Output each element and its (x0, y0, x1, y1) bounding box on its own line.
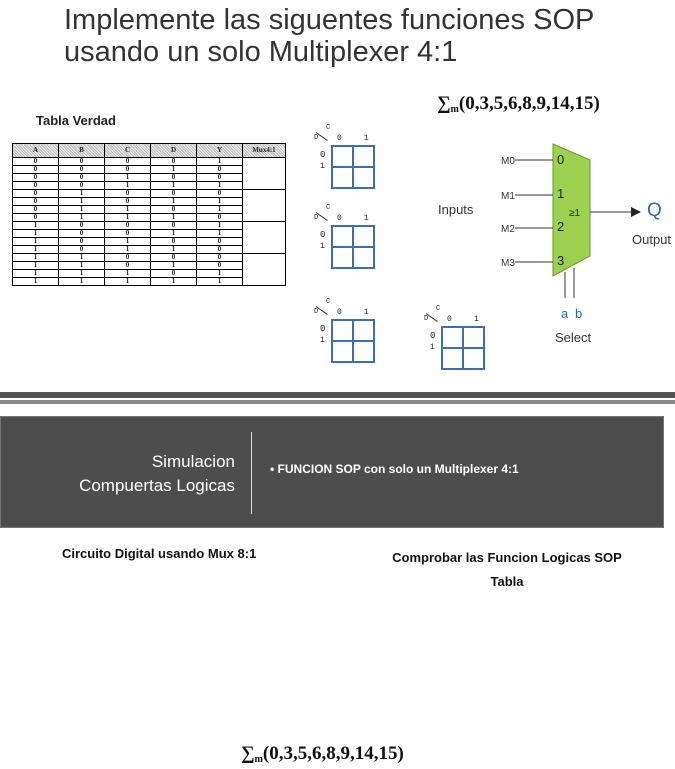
table-cell: 1 (105, 238, 151, 246)
kmap-col-1: 1 (364, 134, 369, 143)
select-b-label: b (575, 306, 583, 321)
table-cell: 0 (59, 182, 105, 190)
mux-select-label: Select (555, 330, 592, 345)
kmap-var-d: D (314, 214, 319, 222)
header-a: A (13, 144, 59, 158)
table-cell: 0 (13, 174, 59, 182)
table-cell: 1 (59, 254, 105, 262)
kmap-col-0: 0 (337, 214, 342, 223)
mux-cell (243, 158, 286, 190)
table-cell: 1 (197, 230, 243, 238)
table-cell: 1 (13, 246, 59, 254)
table-cell: 0 (197, 246, 243, 254)
truth-table-body (13, 158, 286, 286)
table-cell: 1 (151, 198, 197, 206)
multiplexer-diagram (495, 138, 670, 298)
kmap-row-1: 1 (320, 242, 325, 251)
table-cell: 0 (151, 222, 197, 230)
table-cell: 0 (13, 182, 59, 190)
table-cell: 0 (105, 230, 151, 238)
mux-inputs-label: Inputs (438, 202, 474, 217)
table-cell: 1 (59, 190, 105, 198)
select-a-label: a (561, 306, 569, 321)
mux-input-m2: M2 (501, 224, 515, 235)
table-cell: 0 (105, 222, 151, 230)
truth-table-label: Tabla Verdad (36, 113, 116, 128)
table-cell: 1 (151, 182, 197, 190)
mux-output-label: Output (632, 232, 672, 247)
table-cell: 1 (13, 270, 59, 278)
table-cell: 0 (197, 174, 243, 182)
table-row (13, 158, 286, 166)
header-b: B (59, 144, 105, 158)
table-cell: 1 (197, 270, 243, 278)
mux-cell (243, 254, 286, 286)
title-line-2: usando un solo Multiplexer 4:1 (64, 36, 458, 68)
table-cell: 1 (197, 182, 243, 190)
table-cell: 0 (59, 246, 105, 254)
table-cell: 0 (59, 158, 105, 166)
header-d: D (151, 144, 197, 158)
table-cell: 0 (59, 230, 105, 238)
kmap-col-0: 0 (337, 308, 342, 317)
table-cell: 1 (151, 214, 197, 222)
table-cell: 0 (151, 190, 197, 198)
kmap-var-c: C (326, 204, 331, 212)
table-cell: 1 (105, 270, 151, 278)
table-cell: 1 (13, 222, 59, 230)
table-cell: 0 (151, 238, 197, 246)
table-cell: 1 (105, 206, 151, 214)
section-header-separator (251, 432, 252, 514)
table-row (13, 254, 286, 262)
kmap-grid (441, 326, 485, 370)
mux-input-m1: M1 (501, 191, 515, 202)
table-cell: 1 (197, 206, 243, 214)
table-cell: 0 (105, 190, 151, 198)
table-cell: 0 (197, 166, 243, 174)
table-cell: 0 (105, 158, 151, 166)
kmap-var-c: C (326, 124, 331, 132)
table-cell: 1 (197, 278, 243, 286)
table-cell: 1 (105, 182, 151, 190)
kmap-row-1: 1 (320, 336, 325, 345)
output-arrow-icon (631, 207, 641, 217)
kmap-row-0: 0 (320, 150, 326, 160)
kmap-var-d: D (314, 134, 319, 142)
table-cell: 0 (13, 190, 59, 198)
table-cell: 0 (13, 198, 59, 206)
mux-output-q: Q (647, 200, 662, 221)
mux-input-m0: M0 (501, 156, 515, 167)
header-mux: Mux4:1 (243, 144, 286, 158)
slide-divider-light (0, 400, 675, 404)
table-cell: 1 (59, 262, 105, 270)
truth-table (12, 143, 286, 286)
kmap-row-1: 1 (320, 162, 325, 171)
sigma-symbol: ∑ (241, 743, 255, 764)
table-cell: 1 (13, 230, 59, 238)
kmap-row-0: 0 (430, 331, 436, 341)
kmap-3 (314, 298, 394, 360)
table-cell: 1 (13, 238, 59, 246)
table-cell: 0 (151, 254, 197, 262)
table-cell: 1 (197, 158, 243, 166)
table-row (13, 222, 286, 230)
check-label-line-2: Tabla (490, 574, 524, 589)
truth-table-header (13, 144, 286, 158)
table-cell: 0 (197, 254, 243, 262)
table-cell: 1 (151, 262, 197, 270)
kmap-col-1: 1 (474, 315, 479, 324)
kmap-row-0: 0 (320, 324, 326, 334)
table-cell: 0 (197, 262, 243, 270)
mux-cell (243, 222, 286, 254)
table-cell: 0 (13, 166, 59, 174)
sigma-symbol: ∑ (437, 93, 451, 114)
table-cell: 0 (197, 190, 243, 198)
kmap-var-c: C (326, 298, 331, 306)
table-cell: 0 (105, 166, 151, 174)
table-cell: 0 (13, 206, 59, 214)
table-cell: 1 (59, 206, 105, 214)
table-cell: 0 (13, 214, 59, 222)
table-cell: 1 (197, 222, 243, 230)
table-cell: 1 (151, 230, 197, 238)
mux-ge1: ≥1 (569, 208, 581, 219)
table-cell: 0 (59, 222, 105, 230)
table-cell: 1 (105, 174, 151, 182)
table-cell: 0 (105, 198, 151, 206)
kmap-col-0: 0 (337, 134, 342, 143)
mux-num-3: 3 (557, 253, 565, 268)
minterm-list: (0,3,5,6,8,9,14,15) (262, 743, 404, 764)
check-label-line-1: Comprobar las Funcion Logicas SOP (392, 550, 622, 565)
table-cell: 1 (151, 246, 197, 254)
kmap-grid (331, 225, 375, 269)
bullet-icon: • (270, 462, 278, 476)
sop-formula (437, 93, 600, 115)
header-y: Y (197, 144, 243, 158)
table-cell: 0 (151, 270, 197, 278)
mux-cell (243, 190, 286, 222)
section-title-line-1: Simulacion (151, 452, 235, 471)
table-cell: 0 (197, 238, 243, 246)
slide-divider-dark (0, 392, 675, 398)
section-title-line-2: Compuertas Logicas (79, 476, 235, 495)
table-cell: 1 (151, 278, 197, 286)
title-line-1: Implemente las siguentes funciones SOP (64, 4, 595, 36)
minterm-subscript: m (254, 754, 263, 765)
header-c: C (105, 144, 151, 158)
sop-formula-bottom (241, 743, 404, 765)
kmap-var-c: C (436, 305, 441, 313)
section-bullet (270, 462, 519, 476)
slide-title (64, 4, 664, 68)
table-cell: 1 (59, 270, 105, 278)
minterm-list: (0,3,5,6,8,9,14,15) (458, 93, 600, 114)
table-cell: 1 (105, 246, 151, 254)
kmap-4 (424, 305, 504, 367)
minterm-subscript: m (450, 104, 459, 115)
table-cell: 0 (105, 254, 151, 262)
table-cell: 1 (13, 254, 59, 262)
kmap-col-1: 1 (364, 214, 369, 223)
table-row (13, 190, 286, 198)
table-cell: 1 (13, 262, 59, 270)
table-cell: 1 (13, 278, 59, 286)
kmap-grid (331, 145, 375, 189)
kmap-var-d: D (314, 308, 319, 316)
table-cell: 0 (197, 214, 243, 222)
table-cell: 0 (151, 174, 197, 182)
check-label (366, 546, 648, 594)
mux-input-m3: M3 (501, 258, 515, 269)
kmap-col-1: 1 (364, 308, 369, 317)
table-cell: 0 (105, 262, 151, 270)
table-cell: 0 (59, 174, 105, 182)
bullet-text: FUNCION SOP con solo un Multiplexer 4:1 (277, 462, 519, 476)
kmap-col-0: 0 (447, 315, 452, 324)
table-cell: 0 (151, 206, 197, 214)
circuit-label: Circuito Digital usando Mux 8:1 (62, 546, 257, 561)
mux-num-1: 1 (557, 186, 565, 201)
table-cell: 1 (59, 198, 105, 206)
mux-num-0: 0 (557, 152, 565, 167)
table-cell: 1 (151, 166, 197, 174)
table-cell: 1 (59, 278, 105, 286)
table-cell: 1 (105, 278, 151, 286)
kmap-1 (314, 124, 394, 186)
kmap-row-1: 1 (430, 343, 435, 352)
table-cell: 0 (59, 238, 105, 246)
section-header-title (20, 450, 235, 498)
table-cell: 1 (105, 214, 151, 222)
table-cell: 1 (197, 198, 243, 206)
table-cell: 0 (13, 158, 59, 166)
mux-num-2: 2 (557, 219, 565, 234)
kmap-grid (331, 319, 375, 363)
table-cell: 0 (151, 158, 197, 166)
kmap-var-d: D (424, 315, 429, 323)
table-cell: 0 (59, 166, 105, 174)
kmap-2 (314, 204, 394, 266)
kmap-row-0: 0 (320, 230, 326, 240)
table-cell: 1 (59, 214, 105, 222)
